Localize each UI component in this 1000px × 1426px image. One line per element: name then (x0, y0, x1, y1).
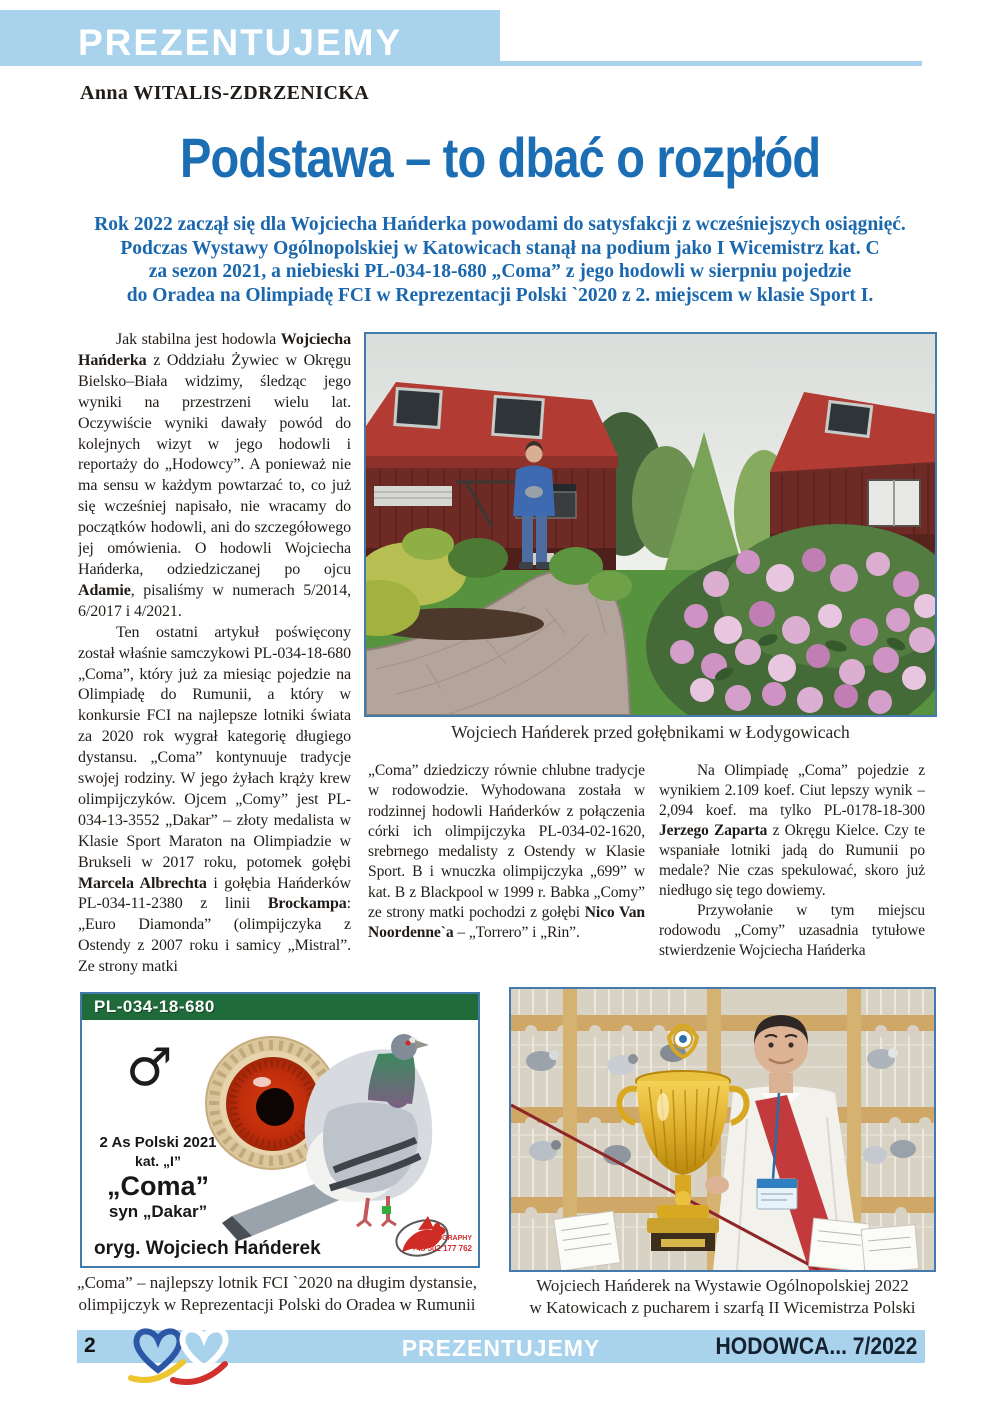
author-byline: Anna WITALIS-ZDRZENICKA (80, 82, 370, 104)
card-award-line: kat. „I” (135, 1153, 181, 1169)
male-symbol-icon: ♂ (126, 1038, 173, 1098)
logo-brand-text: PHOTOGRAPHY (417, 1235, 472, 1242)
card-ring-number: PL-034-18-680 (82, 994, 478, 1020)
paragraph: Ten ostatni artykuł poświęcony został właśnie samczykowi PL-034-18-680 „Coma”, który już za miesiąc pojedzie na Olimpiadę do Rumunii, a który w konkursie FCI na najlepsze lotniki świata za 2020 rok wygrał kategorię długiego dystansu. „Coma” kontynuuje tradycje swojej rodziny. W jego żyłach krąży krew olimpijczyków. Ojcem „Comy” jest PL-034-13-3552 „Dakar” – złoty medalista w Klasie Sport Maraton na Olimpiadzie w Brukseli w 2017 roku, potomek gołębi Marcela Albrechta i gołębia Hańderków PL-034-11-2380 z linii Brockampa: „Euro Diamonda” (olimpijczyka z Ostendy z 2007 roku i samicy „Mistral”. Ze strony matki (78, 623, 351, 976)
lead-paragraph (60, 213, 940, 307)
paragraph: Przywołanie w tym miejscu rodowodu „Comy” uzasadnia tytułowe stwierdzenie Wojciecha Hańderka (659, 902, 925, 959)
leg-band (382, 1206, 391, 1214)
paragraph: Na Olimpiadę „Coma” pojedzie z wynikiem 2.109 koef. Ciut lepszy wynik – 2,094 koef. ma tylko PL-0178-18-300 Jerzego Zaparta z Okręgu Kielce. Czy te wspaniałe lotniki jadą do Rumunii po medale? Nie czas spekulować, skoro już niedługo się tego dowiemy. (659, 762, 925, 899)
skylight-window (826, 402, 871, 437)
footer-section-label: PREZENTUJEMY (401, 1335, 601, 1361)
card-parent-line: syn „Dakar” (108, 1202, 208, 1221)
body-column-2 (368, 761, 645, 992)
held-pigeon (525, 486, 543, 498)
logo-phone: +48 502 177 762 (411, 1244, 472, 1253)
card-owner-line: oryg. Wojciech Hańderek (94, 1238, 321, 1259)
pigeon-card (80, 992, 480, 1268)
lead-line: Rok 2022 zaczął się dla Wojciecha Hańderka powodami do satysfakcji z wcześniejszych osiągnięć. (94, 214, 906, 235)
card-caption: „Coma” – najlepszy lotnik FCI `2020 na długim dystansie, olimpijczyk w Reprezentacji Polski do Oradea w Rumunii (77, 1273, 477, 1314)
lead-line: do Oradea na Olimpiadę FCI w Reprezentacji Polski `2020 z 2. miejscem w klasie Sport I. (126, 284, 874, 306)
page-number: 2 (84, 1334, 96, 1357)
lead-line: za sezon 2021, a niebieski PL-034-18-680 „Coma” z jego hodowli w sierpniu pojedzie (148, 261, 852, 283)
magazine-issue: HODOWCA... 7/2022 (715, 1333, 917, 1360)
skylight-window (493, 396, 544, 437)
hand (705, 1176, 729, 1194)
banner-label: PREZENTUJEMY (78, 22, 403, 63)
trophy-photo (509, 987, 936, 1272)
vent-grille (374, 486, 452, 506)
body-column-3 (659, 761, 925, 993)
card-pigeon-name: „Coma” (106, 1171, 209, 1201)
main-photo-illustration (366, 334, 935, 715)
skylight-window (395, 389, 441, 428)
photo-caption: Wojciech Hańderek przed gołębnikami w Łodygowicach (451, 722, 850, 742)
card-award-line: 2 As Polski 2021 (99, 1134, 217, 1151)
body-column-1 (78, 330, 351, 980)
page-title: Podstawa – to dbać o rozpłód (179, 126, 821, 189)
trophy-caption: Wojciech Hańderek na Wystawie Ogólnopolskiej 2022 w Katowicach z pucharem i szarfą II Wicemistrza Polski (529, 1276, 916, 1317)
banner-strip (500, 61, 922, 66)
paragraph: „Coma” dziedziczy równie chlubne tradycje w rodowodzie. Wyhodowana została w rodzinnej hodowli Hańderków z połączenia córki ich olimpijczyka PL-034-02-1620, srebrnego medalisty z Ostendy w Klasie Sport. B i wnuczka olimpijczyka „699” w kat. B z Blackpool w 1999 r. Babka „Comy” ze strony matki pochodzi z gołębi Nico Van Noordenne`a – „Torrero” i „Rin”. (368, 762, 645, 942)
paragraph: Jak stabilna jest hodowla Wojciecha Hańderka z Oddziału Żywiec w Okręgu Bielsko–Biała widzimy, śledząc jego wyniki na przestrzeni wielu lat. Oczywiście wyniki dawały powód do kolejnych wizyt w jego hodowli i reportaży do „Hodowcy”. A ponieważ nie ma sensu w każdym powtarzać to, co już się wcześniej napisało, nie wracamy do początków hodowli, ani do szczegółowego jej omówienia. O hodowli Wojciecha Hańderka, odziedziczanej po ojcu Adamie, pisaliśmy w numerach 5/2014, 6/2017 i 4/2021. (78, 331, 351, 620)
main-photo (364, 332, 937, 717)
hearts-logo-icon (124, 1322, 238, 1388)
lead-line: Podczas Wystawy Ogólnopolskiej w Katowicach stanął na podium jako I Wicemistrz kat. C (120, 237, 880, 259)
trophy-photo-illustration (511, 989, 934, 1270)
